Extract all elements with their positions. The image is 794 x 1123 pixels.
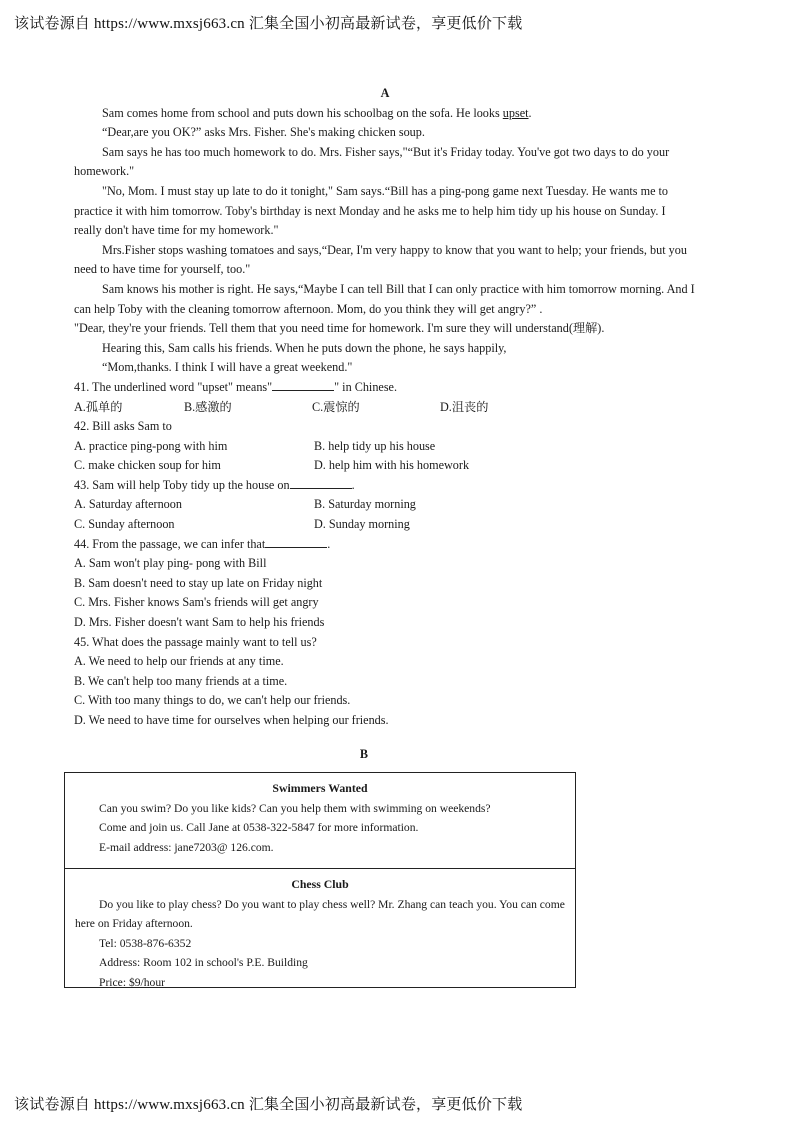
passage-paragraph-9: “Mom,thanks. I think I will have a great weekend.": [102, 360, 353, 375]
option-d: D. Sunday morning: [314, 517, 410, 532]
ad-line: Come and join us. Call Jane at 0538-322-5847 for more information.: [99, 821, 419, 834]
option-c: C.震惊的: [312, 399, 360, 414]
answer-blank: [290, 476, 352, 489]
question-42-options-row-2: [74, 456, 696, 476]
option-a: A. Sam won't play ping- pong with Bill: [74, 556, 267, 571]
passage-paragraph-7: "Dear, they're your friends. Tell them that you need time for homework. I'm sure they will understand(理解).: [74, 321, 605, 336]
option-a: A. We need to help our friends at any time.: [74, 654, 284, 669]
answer-blank: [272, 378, 334, 391]
option-c: C. Mrs. Fisher knows Sam's friends will get angry: [74, 595, 319, 610]
passage-paragraph-4: "No, Mom. I must stay up late to do it tonight," Sam says.“Bill has a ping-pong game next Tuesday. He wants me to practice it with him tomorrow. Toby's birthday is next Monday and he asks me to help him tidy up his house on Sunday. I really don't have time for my homework.": [74, 183, 669, 238]
passage-paragraph-5: Mrs.Fisher stops washing tomatoes and says,“Dear, I'm very happy to know that you want to help; your friends, but you need to have time for yourself, too.": [74, 242, 687, 277]
question-43: 43. Sam will help Toby tidy up the house on .: [74, 477, 355, 492]
question-41-options: [74, 398, 696, 418]
ad-tel: Tel: 0538-876-6352: [99, 936, 192, 950]
option-d: D. help him with his homework: [314, 458, 470, 473]
option-d: D.沮丧的: [440, 399, 489, 414]
option-a: A. Saturday afternoon: [74, 497, 182, 512]
question-42-options-row-1: [74, 437, 696, 457]
option-b: B.感激的: [184, 399, 232, 414]
ad-title: Chess Club: [291, 877, 349, 891]
option-b: B. We can't help too many friends at a time.: [74, 673, 288, 688]
section-b-heading: B: [359, 746, 369, 761]
option-b: B. Saturday morning: [314, 497, 416, 512]
option-c: C. make chicken soup for him: [74, 458, 221, 473]
underlined-word-upset: upset: [502, 105, 529, 120]
option-c: C. With too many things to do, we can't help our friends.: [74, 693, 351, 708]
passage-paragraph-2: “Dear,are you OK?” asks Mrs. Fisher. She's making chicken soup.: [102, 125, 425, 140]
option-d: D. Mrs. Fisher doesn't want Sam to help his friends: [74, 615, 325, 630]
question-41: 41. The underlined word "upset" means" " in Chinese.: [74, 379, 398, 394]
option-c: C. Sunday afternoon: [74, 517, 175, 532]
passage-paragraph-1: Sam comes home from school and puts down his schoolbag on the sofa. He looks upset.: [102, 105, 532, 120]
exam-page: [74, 84, 696, 764]
question-43-options-row-1: [74, 495, 696, 515]
passage-paragraph-8: Hearing this, Sam calls his friends. When he puts down the phone, he says happily,: [102, 340, 507, 355]
ad-email: E-mail address: jane7203@ 126.com.: [99, 840, 274, 854]
ads-box: [64, 772, 576, 988]
ad-swimmers-wanted: [65, 773, 575, 868]
option-b: B. help tidy up his house: [314, 438, 436, 453]
option-b: B. Sam doesn't need to stay up late on Friday night: [74, 575, 323, 590]
question-44: 44. From the passage, we can infer that .: [74, 536, 331, 551]
question-43-options-row-2: [74, 515, 696, 535]
option-a: A. practice ping-pong with him: [74, 438, 228, 453]
ad-chess-club: [65, 869, 575, 996]
ad-title: Swimmers Wanted: [272, 781, 368, 795]
footer-source-banner: 该试卷源自 https://www.mxsj663.cn 汇集全国小初高最新试卷，享更低价下载: [14, 1097, 523, 1113]
section-a-heading: A: [380, 86, 390, 100]
answer-blank: [265, 535, 327, 548]
passage-paragraph-6: Sam knows his mother is right. He says,“Maybe I can tell Bill that I can only practice with him tomorrow morning. And I can help Toby with the cleaning tomorrow afternoon. Mom, do you think they will get angry?” .: [74, 281, 695, 316]
question-45: 45. What does the passage mainly want to tell us?: [74, 634, 317, 649]
ad-line: Can you swim? Do you like kids? Can you help them with swimming on weekends?: [99, 801, 491, 815]
ad-address: Address: Room 102 in school's P.E. Building: [99, 956, 308, 969]
question-42: 42. Bill asks Sam to: [74, 419, 172, 434]
ad-price: Price: $9/hour: [99, 975, 166, 989]
ad-line: Do you like to play chess? Do you want to play chess well? Mr. Zhang can teach you. You can come here on Friday afternoon.: [75, 897, 565, 930]
header-source-banner: 该试卷源自 https://www.mxsj663.cn 汇集全国小初高最新试卷，享更低价下载: [14, 16, 523, 32]
option-d: D. We need to have time for ourselves when helping our friends.: [74, 713, 389, 727]
passage-paragraph-3: Sam says he has too much homework to do. Mrs. Fisher says,"“But it's Friday today. You've got two days to do your homework.": [74, 144, 670, 179]
option-a: A.孤单的: [74, 399, 123, 414]
